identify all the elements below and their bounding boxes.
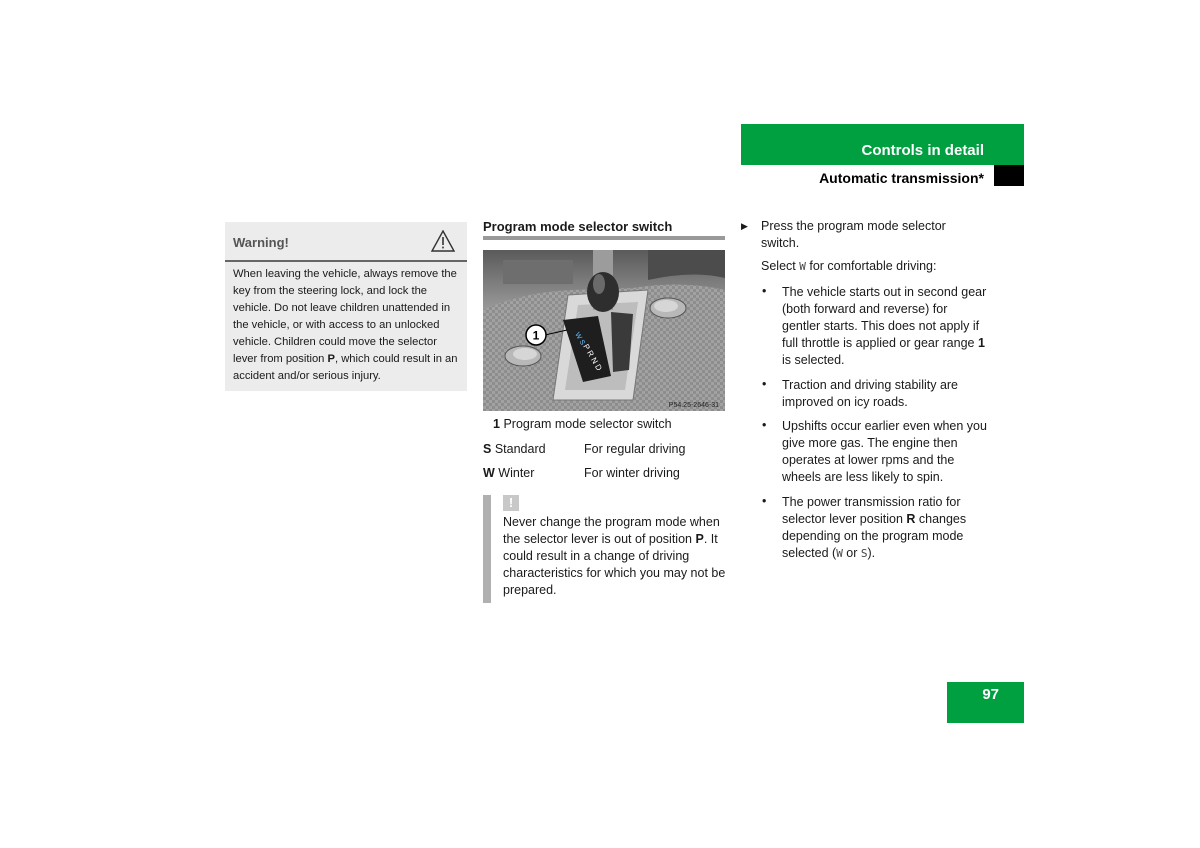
program-mode-heading: Program mode selector switch (483, 219, 673, 234)
bullet-marker: • (762, 377, 767, 391)
section-title: Controls in detail (861, 142, 984, 159)
bullet-marker: • (762, 494, 767, 508)
mode-row-standard: S Standard (483, 442, 546, 456)
note-text: Never change the program mode when the selector lever is out of position P. It could result in a change of driving characteristics for which you may not be prepared. (503, 515, 726, 597)
bullet-item: The power transmission ratio for selector lever position R changes depending on the program mode selected (W or S). (782, 495, 967, 560)
instruction-press: Press the program mode selector switch. (761, 219, 946, 250)
photo-caption: 1 Program mode selector switch (493, 417, 672, 431)
note-side-bar (483, 495, 491, 603)
bullet-item: Upshifts occur earlier even when you give more gas. The engine then operates at lower rpms and the wheels are less likely to spin. (782, 419, 987, 484)
photo-code: P54.25-2646-31 (668, 402, 719, 409)
bullet-item: The vehicle starts out in second gear (both forward and reverse) for gentler starts. This does not apply if full throttle is applied or gear range 1 is selected. (782, 285, 987, 367)
header-black-tab (994, 165, 1024, 186)
instruction-select: Select W for comfortable driving: (761, 259, 937, 273)
warning-text: When leaving the vehicle, always remove the key from the steering lock, and lock the vehicle. Do not leave children unattended in the vehicle, or with access to an unlocked vehicle. Children could move the selector lever from position P, which could result in an accident and/or serious injury. (233, 268, 458, 382)
warning-triangle-icon (431, 230, 455, 252)
bullet-item: Traction and driving stability are improved on icy roads. (782, 378, 959, 409)
bullet-marker: • (762, 418, 767, 432)
gear-selector-photo (483, 250, 725, 411)
page-number: 97 (982, 686, 999, 703)
mode-standard-description: For regular driving (584, 442, 686, 456)
mode-row-winter: W Winter (483, 466, 535, 480)
warning-box (225, 222, 467, 391)
bullet-marker: • (762, 284, 767, 298)
heading-rule (483, 236, 725, 240)
svg-text:P R N D: P R N D (581, 342, 604, 373)
photo-callout-number: 1 (532, 328, 540, 343)
svg-text:W S: W S (573, 331, 586, 347)
note-exclamation-icon: ! (503, 495, 519, 511)
subsection-title: Automatic transmission* (819, 170, 984, 186)
mode-winter-description: For winter driving (584, 466, 680, 480)
warning-title: Warning! (233, 235, 289, 250)
triangle-right-icon: ▶ (741, 221, 748, 231)
warning-header (225, 222, 467, 262)
